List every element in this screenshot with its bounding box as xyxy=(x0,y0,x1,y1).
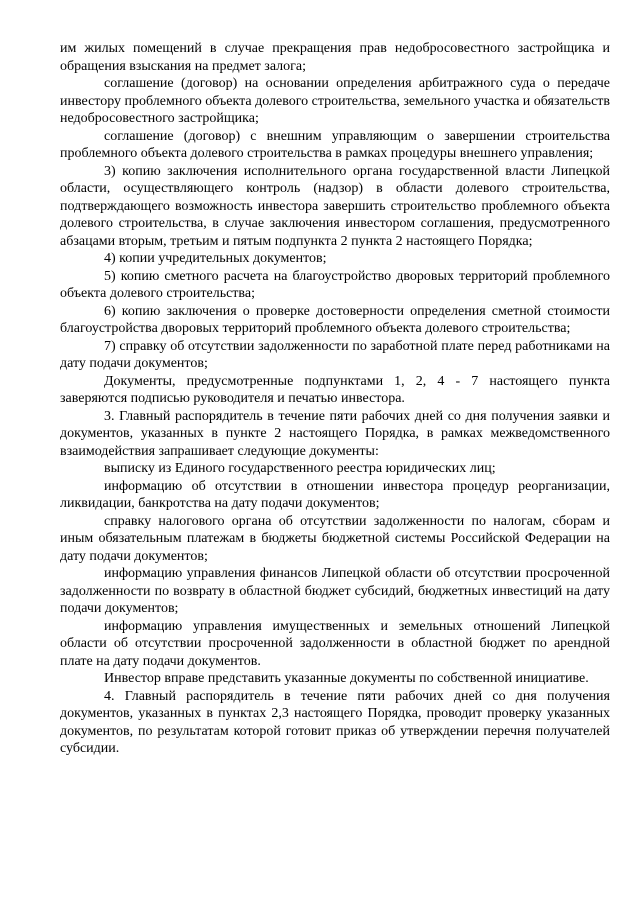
document-page xyxy=(60,40,610,758)
paragraph-clause-3: 3. Главный распорядитель в течение пяти рабочих дней со дня получения заявки и документов, указанных в пункте 2 настоящего Порядка, в рамках межведомственного взаимодействия запрашивает следующие документы: xyxy=(60,408,610,459)
paragraph-agreement-external-manager: соглашение (договор) с внешним управляющим о завершении строительства проблемного объекта долевого строительства в рамках процедуры внешнего управления; xyxy=(60,128,610,161)
paragraph-finance-info: информацию управления финансов Липецкой области об отсутствии просроченной задолженности по возврату в областной бюджет субсидий, бюджетных инвестиций на дату подачи документов; xyxy=(60,566,610,616)
paragraph-reorganization-info: информацию об отсутствии в отношении инвестора процедур реорганизации, ликвидации, банкротства на дату подачи документов; xyxy=(60,478,610,511)
paragraph-egrul-extract: выписку из Единого государственного реестра юридических лиц; xyxy=(104,461,496,476)
paragraph-investor-initiative: Инвестор вправе представить указанные документы по собственной инициативе. xyxy=(104,671,589,686)
paragraph-continuation: им жилых помещений в случае прекращения прав недобросовестного застройщика и обращения взыскания на предмет залога; xyxy=(60,41,610,74)
paragraph-item-7: 7) справку об отсутствии задолженности по заработной плате перед работниками на дату подачи документов; xyxy=(60,338,610,371)
paragraph-property-info: информацию управления имущественных и земельных отношений Липецкой области об отсутствии просроченной задолженности в областной бюджет по арендной плате на дату подачи документов. xyxy=(60,618,610,669)
paragraph-agreement-arbitration: соглашение (договор) на основании определения арбитражного суда о передаче инвестору проблемного объекта долевого строительства, земельного участка и обязательств недобросовестного застройщика; xyxy=(60,76,611,126)
paragraph-clause-4: 4. Главный распорядитель в течение пяти рабочих дней со дня получения документов, указанных в пунктах 2,3 настоящего Порядка, проводит проверку указанных документов, по результатам которой готовит приказ об утверждении перечня получателей субсидии. xyxy=(60,688,610,756)
paragraph-tax-certificate: справку налогового органа об отсутствии задолженности по налогам, сборам и иным обязательным платежам в бюджеты бюджетной системы Российской Федерации на дату подачи документов; xyxy=(60,513,610,564)
paragraph-item-5: 5) копию сметного расчета на благоустройство дворовых территорий проблемного объекта долевого строительства; xyxy=(60,268,610,301)
paragraph-item-3: 3) копию заключения исполнительного органа государственной власти Липецкой области, осуществляющего контроль (надзор) в области долевого строительства, подтверждающего возможность инвестора завершить строительство проблемного объекта долевого строительства, в случае заключения инвестором соглашения, предусмотренного абзацами вторым, третьим и пятым подпункта 2 пункта 2 настоящего Порядка; xyxy=(60,163,610,249)
paragraph-certification: Документы, предусмотренные подпунктами 1, 2, 4 - 7 настоящего пункта заверяются подписью руководителя и печатью инвестора. xyxy=(60,373,610,406)
paragraph-item-4: 4) копии учредительных документов; xyxy=(104,251,327,266)
paragraph-item-6: 6) копию заключения о проверке достоверности определения сметной стоимости благоустройства дворовых территорий проблемного объекта долевого строительства; xyxy=(60,303,610,336)
